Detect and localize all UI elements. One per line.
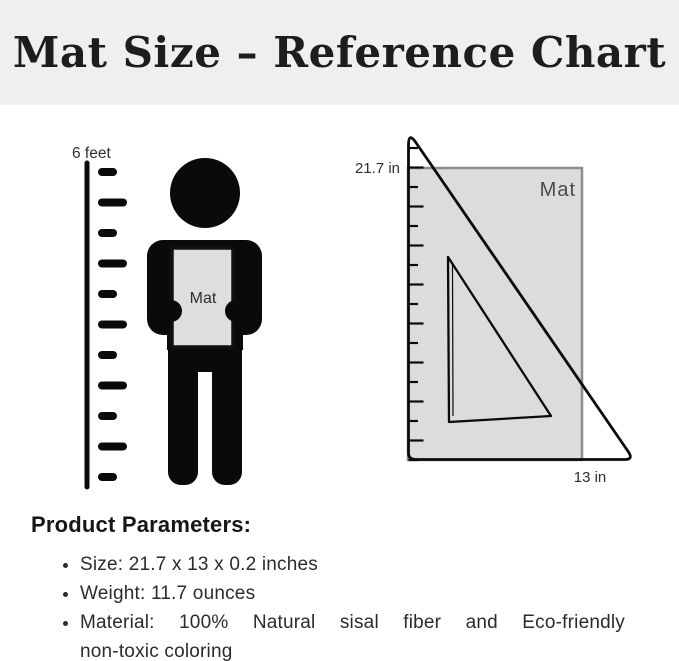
page-title: Mat Size – Reference Chart xyxy=(12,28,667,77)
length-label: 21.7 in xyxy=(354,160,400,177)
person-height-figure xyxy=(40,130,290,500)
person-left-leg xyxy=(168,346,198,485)
header-band xyxy=(0,0,679,105)
size-value: • Size: 21.7 x 13 x 0.2 inches xyxy=(80,554,318,575)
person-right-leg xyxy=(212,346,242,485)
width-label: 13 in xyxy=(573,469,607,486)
held-mat-label: Mat xyxy=(189,290,217,307)
weight-value: • Weight: 11.7 ounces xyxy=(80,583,256,604)
height-ruler-icon xyxy=(87,163,123,487)
parameters-list xyxy=(31,550,625,661)
person-left-hand xyxy=(160,300,182,322)
mat-rect xyxy=(408,168,582,460)
list-item-weight xyxy=(80,579,625,608)
list-item-material xyxy=(80,608,625,661)
product-parameters-section xyxy=(31,512,651,661)
person-right-hand xyxy=(225,300,247,322)
parameters-heading: Product Parameters: xyxy=(31,512,252,537)
height-label: 6 feet xyxy=(72,145,111,162)
material-value-line2: non-toxic coloring xyxy=(80,641,233,661)
cutout-inner-edge xyxy=(453,265,454,416)
mat-dimensions-figure xyxy=(345,125,655,490)
material-value-line1: • Material: 100% Natural sisal fiber and Eco-friendly xyxy=(80,612,625,633)
held-mat xyxy=(160,248,247,347)
person-head xyxy=(170,158,240,228)
mat-label: Mat xyxy=(539,179,576,201)
list-item-size xyxy=(80,550,625,579)
